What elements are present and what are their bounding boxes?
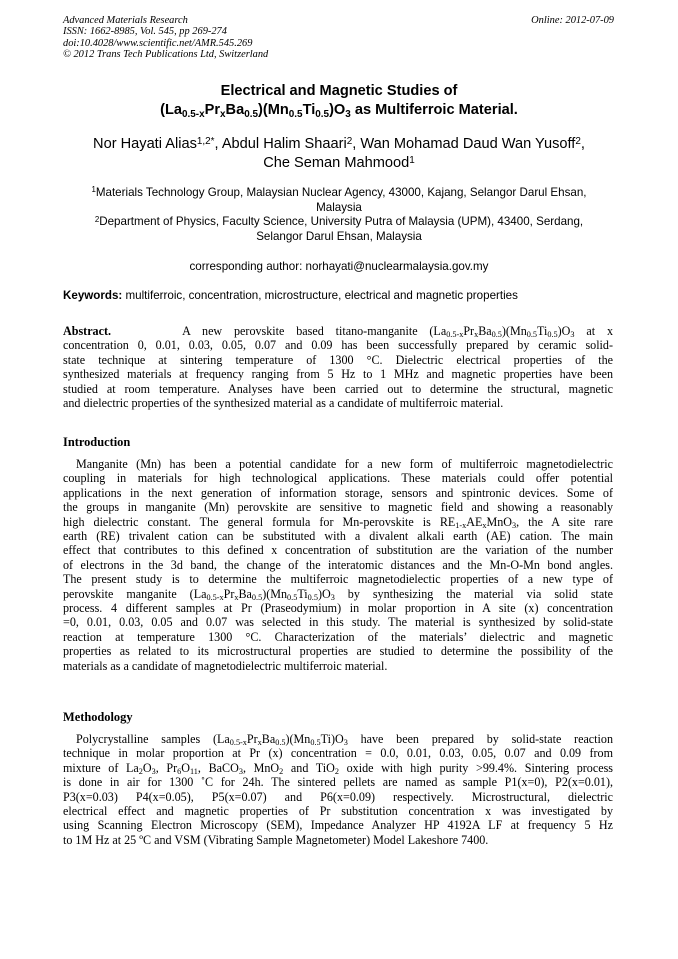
author-2-affiliation: 2 (346, 135, 353, 147)
abstract-line: synthesized materials at frequency ranging from 5 Hz to 1 MHz and magnetic properties have been (63, 367, 613, 382)
paragraph-line: reaction at temperature 1300 °C. Characterization of the materials’ dielectric and magnetic (63, 629, 613, 644)
affiliation-1 (55, 186, 623, 201)
affiliation-1-number: 1 (91, 185, 96, 195)
author-list (40, 135, 638, 173)
paragraph-line: of electrons in the 3d band, the change of the interatomic distances and the Mn-O-Mn bond angles. (63, 557, 613, 572)
paragraph-line: using Scanning Electron Microscopy (SEM), Impedance Analyzer HP 4192A LF at frequency 5 Hz (63, 818, 613, 833)
keywords-label: Keywords: (63, 289, 123, 302)
paragraph-line: earth (RE) trivalent cation can be substituted with a divalent alkali earth (AE) cation. The main (63, 529, 613, 544)
paragraph-line: applications in the next generation of information storage, sensors and spintronic devices. Some of (63, 485, 613, 500)
paragraph-line: perovskite manganite $(La_{0.5-x}Pr_xBa_{0.5})(Mn_{0.5}Ti_{0.5})O_3$ by synthesizing the material via solid state (63, 586, 613, 602)
author-4: Che Seman Mahmood (263, 155, 410, 171)
affiliation-2-line-2: Selangor Darul Ehsan, Malaysia (256, 229, 422, 243)
journal-doi: doi:10.4028/www.scientific.net/AMR.545.269 (63, 37, 253, 49)
author-1: Nor Hayati Alias (93, 136, 197, 152)
paragraph-line: materials as a candidate of magnetodielectric multiferroic material. (63, 658, 388, 673)
section-heading-introduction: Introduction (63, 435, 131, 449)
affiliations (55, 186, 623, 244)
paragraph-line: Manganite (Mn) has been a potential candidate for a new form of multiferroic magnetodielectric (76, 457, 613, 471)
author-1-affiliation: 1,2* (196, 135, 215, 147)
abstract-line: studied at room temperature. Analyses have been carried out to determine the structural, magnetic (63, 381, 613, 396)
title-line-2: $(La_{0.5-x}Pr_xBa_{0.5})(Mn_{0.5}Ti_{0.5})O_3$ as Multiferroic Material. (160, 102, 518, 120)
affiliation-2-line-1: Department of Physics, Faculty Science, University Putra of Malaysia (UPM), 43400, Serdang, (99, 215, 584, 229)
journal-issn: ISSN: 1662-8985, Vol. 545, pp 269-274 (63, 26, 227, 38)
affiliation-2-number: 2 (94, 214, 100, 224)
author-2: , Abdul Halim Shaari (214, 136, 347, 152)
title-line-1: Electrical and Magnetic Studies of (220, 83, 458, 99)
paragraph-line: P3(x=0.03) P4(x=0.05), P5(x=0.07) and P6(x=0.09) respectively. Microstructural, dielectric (63, 789, 613, 804)
author-3-affiliation: 2 (575, 135, 581, 147)
methodology-body (63, 732, 613, 847)
paragraph-line: technique in molar proportion at Pr (x) concentration = 0.0, 0.01, 0.03, 0.05, 0.07 and 0.09 from (63, 746, 613, 761)
authors-line-2 (40, 154, 638, 173)
keywords-text: multiferroic, concentration, microstructure, electrical and magnetic properties (122, 289, 518, 302)
paragraph-line: electrical effect and magnetic properties of Pr substitution concentration x was investigated by (63, 804, 613, 819)
abstract-label: Abstract. (63, 324, 112, 338)
abstract-line: concentration 0, 0.01, 0.03, 0.05, 0.07 and 0.09 has been successfully prepared by ceramic solid- (63, 338, 613, 353)
abstract (63, 324, 613, 410)
paragraph-line: to 1M Hz at 25 ºC and VSM (Vibrating Sample Magnetometer) Model Lakeshore 7400. (63, 832, 489, 847)
paragraph-line: process. 4 different samples at Pr (Praseodymium) in molar proportion in A site (x) concentration (63, 601, 613, 616)
paper-title (40, 82, 638, 120)
paragraph-line: high dielectric constant. The general formula for Mn-perovskite is $RE_{1-x}AE_xMnO_3$, the A site rare (63, 514, 613, 530)
paragraph-line: is done in air for 1300 ˚C for 24h. The sintered pellets are named as sample P1(x=0), P2(x=0.01), (63, 775, 613, 790)
affiliation-1-line-1: Materials Technology Group, Malaysian Nuclear Agency, 43000, Kajang, Selangor Darul Ehsan, (95, 186, 587, 199)
paragraph-line: =0, 0.01, 0.03, 0.05 and 0.07 was selected in this study. The material is synthesized by solid-state (63, 615, 613, 630)
abstract-line (63, 324, 613, 338)
journal-name: Advanced Materials Research (63, 15, 188, 26)
paragraph-line: properties as related to its microstructural properties are studied to determine the possibility of the (63, 644, 613, 659)
paragraph-line: Polycrystalline samples $(La_{0.5-x}Pr_xBa_{0.5})(Mn_{0.5}Ti)O_3$ have been prepared by solid-state reaction (76, 732, 613, 747)
paragraph-line: The present study is to determine the multiferroic magnetodielectic properties of a new type of (63, 572, 613, 587)
corresponding-author: corresponding author: norhayati@nuclearmalaysia.gov.my (189, 260, 489, 273)
journal-header (63, 15, 268, 60)
author-4-affiliation: 1 (409, 154, 415, 166)
abstract-line: state technique at sintering temperature of 1300 °C. Dielectric electrical properties of the (63, 352, 613, 367)
author-3: , Wan Mohamad Daud Wan Yusoff (352, 136, 576, 152)
section-heading-methodology: Methodology (63, 710, 133, 724)
paragraph-line: mixture of $La_2O_3$, $Pr_6O_{11}$, BaCO$_3$, MnO$_2$ and TiO$_2$ oxide with high purity >99.4%. Sintering process (63, 760, 613, 776)
paragraph-line: effect that contributes to this defined x concentration of substitution are the variation of the number (63, 543, 613, 558)
abstract-text-1: A new perovskite based titano-manganite $(La_{0.5-x}Pr_xBa_{0.5})(Mn_{0.5}Ti_{0.5})O_3$ at x (182, 324, 613, 339)
affiliation-2 (55, 215, 623, 230)
authors-line-1 (40, 135, 638, 154)
introduction-body (63, 457, 613, 673)
online-date: Online: 2012-07-09 (531, 15, 614, 26)
paragraph-line: coupling in materials for high technological applications. These materials could offer potential (63, 471, 613, 486)
paragraph-line: the groups in manganite (Mn) perovskite are sensitive to magnetic field and showing a reasonably (63, 500, 613, 515)
keywords (63, 289, 615, 304)
author-separator: , (580, 136, 585, 152)
affiliation-1-line-2: Malaysia (316, 200, 362, 214)
abstract-line: and dielectric properties of the synthesized material as a candidate of multiferroic material. (63, 396, 504, 411)
journal-copyright: © 2012 Trans Tech Publications Ltd, Switzerland (63, 48, 269, 60)
